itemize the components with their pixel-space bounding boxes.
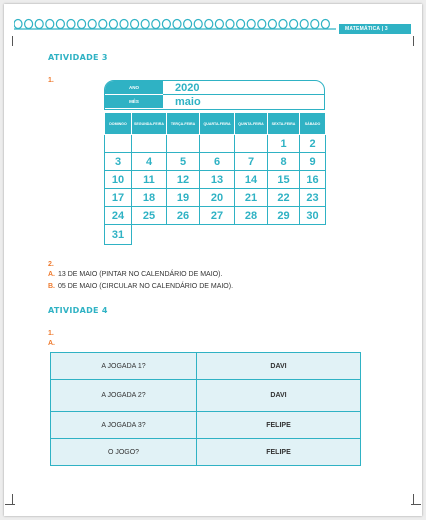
year-label: ANO — [105, 81, 163, 95]
atividade-3-title: ATIVIDADE 3 — [48, 53, 108, 62]
calendar-week — [105, 225, 326, 245]
answer-cell: FELIPE — [197, 412, 361, 439]
answer-a — [48, 271, 222, 278]
calendar-week — [105, 171, 326, 189]
calendar-day — [300, 225, 326, 245]
answer-cell: DAVI — [197, 380, 361, 412]
calendar-day: 12 — [167, 171, 200, 189]
calendar-grid — [104, 112, 326, 245]
calendar-day: 30 — [300, 207, 326, 225]
weekday-header: SÁBADO — [300, 113, 326, 135]
calendar-day: 5 — [167, 153, 200, 171]
table-row — [51, 439, 361, 466]
table-row — [51, 353, 361, 380]
weekday-header: DOMINGO — [105, 113, 132, 135]
atividade-4-title: ATIVIDADE 4 — [48, 306, 108, 315]
subject-tab: MATEMÁTICA | 3 — [339, 24, 411, 34]
calendar-day: 2 — [300, 135, 326, 153]
calendar-day: 28 — [235, 207, 268, 225]
calendar-day: 31 — [105, 225, 132, 245]
calendar-day: 20 — [200, 189, 235, 207]
crop-mark — [413, 36, 414, 46]
calendar-day: 19 — [167, 189, 200, 207]
item-number-2: 2. — [48, 261, 54, 268]
answer-table — [50, 352, 361, 466]
crop-mark — [413, 494, 414, 504]
answer-b — [48, 283, 233, 290]
item-letter-a: A. — [48, 340, 55, 347]
calendar-day: 17 — [105, 189, 132, 207]
month-label: MÊS — [105, 95, 163, 109]
crop-mark — [12, 36, 13, 46]
answer-cell: DAVI — [197, 353, 361, 380]
calendar-day — [235, 225, 268, 245]
calendar-day: 7 — [235, 153, 268, 171]
calendar-day — [200, 135, 235, 153]
calendar-day: 3 — [105, 153, 132, 171]
calendar-day — [132, 225, 167, 245]
calendar-day: 16 — [300, 171, 326, 189]
answer-text: 05 DE MAIO (CIRCULAR NO CALENDÁRIO DE MAIO). — [58, 283, 234, 290]
calendar-day — [132, 135, 167, 153]
calendar-day: 22 — [268, 189, 300, 207]
calendar-day: 21 — [235, 189, 268, 207]
crop-mark — [5, 504, 15, 505]
question-cell: A JOGADA 1? — [51, 353, 197, 380]
loop-border-icon — [14, 18, 336, 32]
month-row — [105, 95, 324, 109]
calendar-day: 9 — [300, 153, 326, 171]
calendar-header — [104, 80, 325, 110]
calendar-day: 14 — [235, 171, 268, 189]
weekday-header: QUARTA-FEIRA — [200, 113, 235, 135]
calendar-day: 26 — [167, 207, 200, 225]
answer-text: 13 DE MAIO (PINTAR NO CALENDÁRIO DE MAIO). — [58, 271, 223, 278]
calendar-day: 6 — [200, 153, 235, 171]
calendar-day: 10 — [105, 171, 132, 189]
year-row — [105, 81, 324, 95]
calendar-day: 15 — [268, 171, 300, 189]
answer-letter: B. — [48, 283, 55, 290]
worksheet-page — [4, 4, 422, 516]
calendar-week — [105, 153, 326, 171]
calendar-week — [105, 135, 326, 153]
question-cell: A JOGADA 2? — [51, 380, 197, 412]
weekday-header: TERÇA-FEIRA — [167, 113, 200, 135]
calendar-day — [167, 225, 200, 245]
calendar-day: 29 — [268, 207, 300, 225]
calendar-day: 27 — [200, 207, 235, 225]
answer-letter: A. — [48, 271, 55, 278]
calendar-day: 8 — [268, 153, 300, 171]
table-row — [51, 380, 361, 412]
item-number-1: 1. — [48, 330, 54, 337]
calendar-day — [167, 135, 200, 153]
question-cell: O JOGO? — [51, 439, 197, 466]
crop-mark — [12, 494, 13, 504]
calendar-day — [105, 135, 132, 153]
calendar-day — [235, 135, 268, 153]
calendar-day: 4 — [132, 153, 167, 171]
calendar-day — [200, 225, 235, 245]
calendar-day: 1 — [268, 135, 300, 153]
calendar-day: 24 — [105, 207, 132, 225]
calendar-day: 25 — [132, 207, 167, 225]
month-value: maio — [175, 96, 201, 108]
weekday-row — [105, 113, 326, 135]
calendar-day: 13 — [200, 171, 235, 189]
weekday-header: QUINTA-FEIRA — [235, 113, 268, 135]
crop-mark — [411, 504, 421, 505]
calendar-day: 11 — [132, 171, 167, 189]
calendar-day: 23 — [300, 189, 326, 207]
weekday-header: SEXTA-FEIRA — [268, 113, 300, 135]
question-cell: A JOGADA 3? — [51, 412, 197, 439]
year-value: 2020 — [163, 81, 324, 95]
answer-cell: FELIPE — [197, 439, 361, 466]
table-row — [51, 412, 361, 439]
item-number-1: 1. — [48, 77, 54, 84]
weekday-header: SEGUNDA-FEIRA — [132, 113, 167, 135]
calendar-day — [268, 225, 300, 245]
calendar-day: 18 — [132, 189, 167, 207]
calendar-week — [105, 207, 326, 225]
calendar-week — [105, 189, 326, 207]
